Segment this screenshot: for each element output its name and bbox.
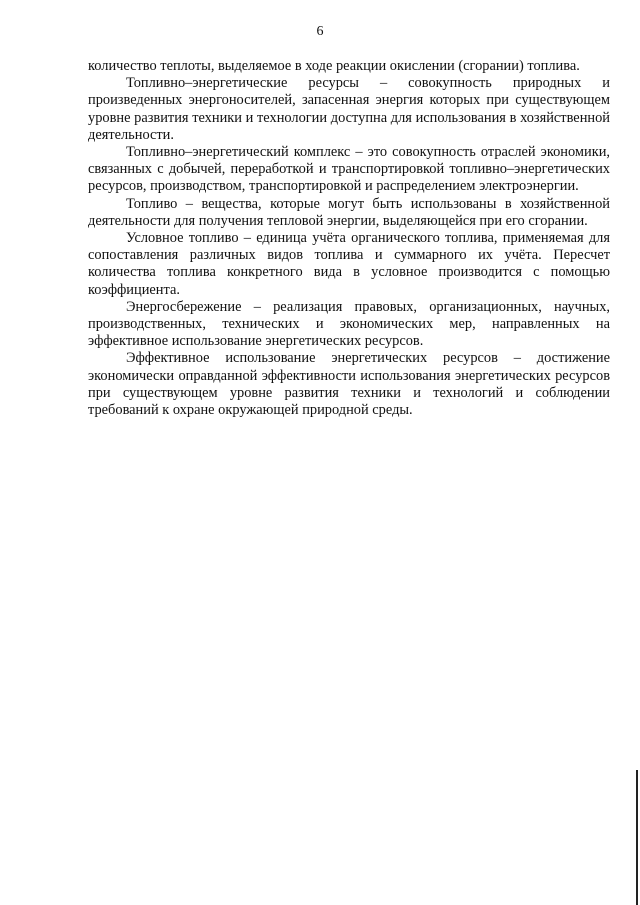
page-number: 6 (316, 24, 324, 39)
paragraph-fuel: Топливо – вещества, которые могут быть использованы в хозяйственной деятельности для получения тепловой энергии, выделяющейся при его сгорании. (88, 195, 610, 229)
paragraph-fuel-energy-resources: Топливно–энергетические ресурсы – совокупность природных и произведенных энергоносителей, запасенная энергия которых при существующем уровне развития техники и технологии доступна для использования в хозяйственной деятельности. (88, 75, 610, 143)
paragraph-energy-saving: Энергосбережение – реализация правовых, организационных, научных, производственных, технических и экономических мер, направленных на эффективное использование энергетических ресурсов. (88, 298, 610, 350)
paragraph-continuation: количество теплоты, выделяемое в ходе реакции окислении (сгорании) топлива. (88, 58, 580, 74)
paragraph-conventional-fuel: Условное топливо – единица учёта органического топлива, применяемая для сопоставления различных видов топлива и суммарного их учёта. Пересчет количества топлива конкретного вида в условное производится с помощью коэффициента. (88, 230, 610, 298)
paragraph-fuel-energy-complex: Топливно–энергетический комплекс – это совокупность отраслей экономики, связанных с добычей, переработкой и транспортировкой топливно–энергетических ресурсов, производством, транспортировкой и распределением электроэнергии. (88, 144, 610, 195)
scan-edge-line (636, 770, 638, 905)
paragraph-efficient-use: Эффективное использование энергетических ресурсов – достижение экономически оправданной эффективности использования энергетических ресурсов при существующем уровне развития техники и технологий и соблюдении требований к охране окружающей природной среды. (88, 350, 610, 419)
document-body (88, 58, 610, 419)
